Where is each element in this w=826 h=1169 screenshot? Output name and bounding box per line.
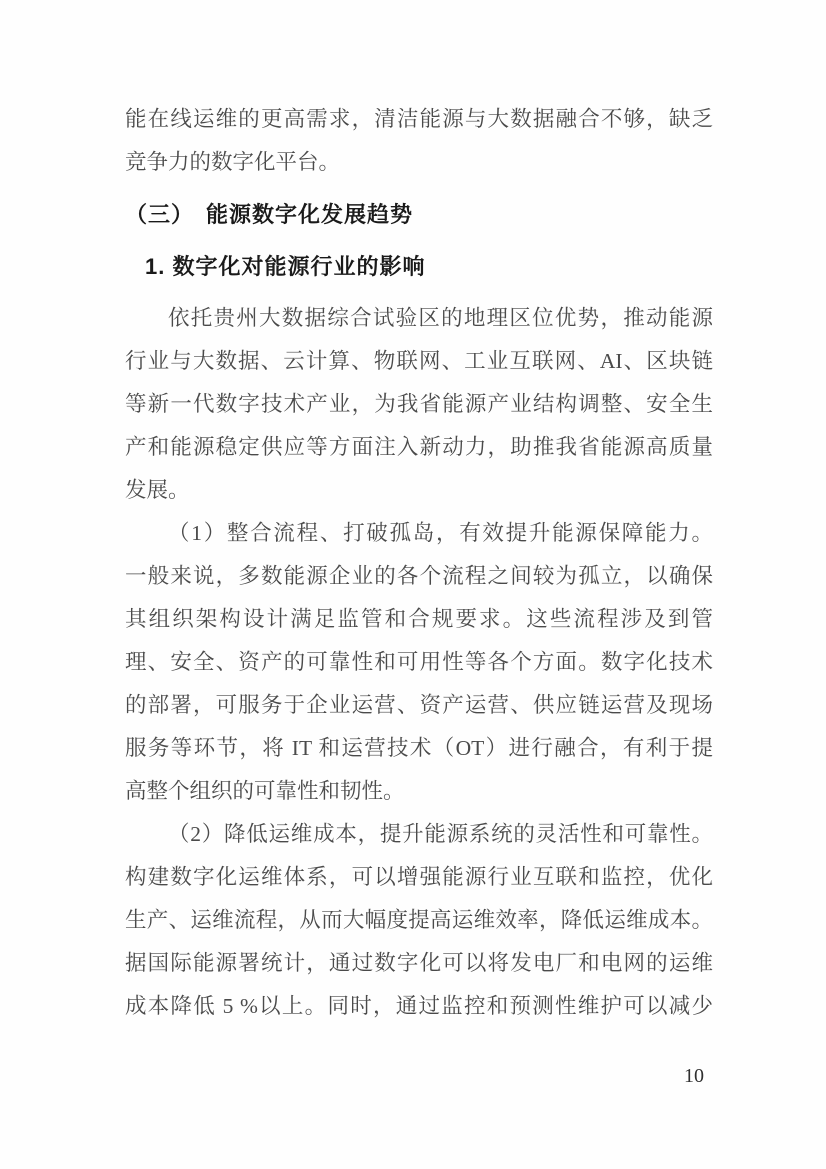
text-line: 竞争力的数字化平台。 — [125, 150, 341, 174]
page-number: 10 — [684, 1065, 704, 1087]
text-line: 产和能源稳定供应等方面注入新动力，助推我省能源高质量 — [125, 435, 713, 459]
section-heading: （三） 能源数字化发展趋势 — [125, 202, 414, 227]
text-line: 行业与大数据、云计算、物联网、工业互联网、AI、区块链 — [125, 349, 713, 373]
text-line: 其组织架构设计满足监管和合规要求。这些流程涉及到管 — [125, 607, 713, 631]
text-line: 的部署，可服务于企业运营、资产运营、供应链运营及现场 — [125, 693, 713, 717]
text-line: 理、安全、资产的可靠性和可用性等各个方面。数字化技术 — [125, 650, 713, 674]
text-line: 依托贵州大数据综合试验区的地理区位优势，推动能源 — [168, 306, 713, 330]
text-line: 服务等环节，将 IT 和运营技术（OT）进行融合，有利于提 — [125, 736, 713, 760]
text-line: 高整个组织的可靠性和韧性。 — [125, 779, 405, 803]
text-body — [125, 98, 713, 1028]
text-line: 生产、运维流程，从而大幅度提高运维效率，降低运维成本。 — [125, 908, 713, 932]
text-line: （2）降低运维成本，提升能源系统的灵活性和可靠性。 — [168, 822, 713, 846]
text-line: 构建数字化运维体系，可以增强能源行业互联和监控，优化 — [125, 865, 713, 889]
text-line: 等新一代数字技术产业，为我省能源产业结构调整、安全生 — [125, 392, 713, 416]
text-line: 据国际能源署统计，通过数字化可以将发电厂和电网的运维 — [125, 951, 713, 975]
text-line: 能在线运维的更高需求，清洁能源与大数据融合不够，缺乏 — [125, 107, 713, 131]
text-line: 成本降低 5 %以上。同时，通过监控和预测性维护可以减少 — [125, 994, 713, 1018]
subsection-heading: 1. 数字化对能源行业的影响 — [145, 254, 426, 279]
text-line: 一般来说，多数能源企业的各个流程之间较为孤立，以确保 — [125, 564, 713, 588]
text-line: （1）整合流程、打破孤岛，有效提升能源保障能力。 — [168, 521, 713, 545]
text-line: 发展。 — [125, 478, 190, 502]
